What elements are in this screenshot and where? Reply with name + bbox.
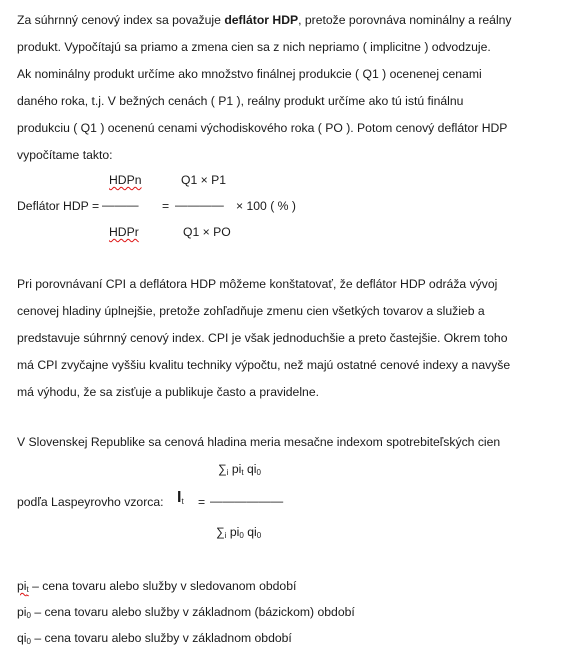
text-span: , pretože porovnáva nominálny a reálny: [298, 13, 512, 27]
fraction-bar: ———: [102, 198, 139, 212]
fraction-bar: ————: [175, 198, 224, 212]
formula-multiplier: × 100 ( % ): [236, 199, 296, 213]
subscript: t: [181, 497, 184, 506]
equals-sign: =: [162, 199, 170, 213]
equals-sign: =: [198, 495, 206, 509]
paragraph-line: Pri porovnávaní CPI a deflátora HDP môžeme konštatovať, že deflátor HDP odráža vývoj: [17, 277, 498, 291]
formula-numerator-left: HDPn: [109, 173, 142, 187]
paragraph-line: V Slovenskej Republike sa cenová hladina meria mesačne indexom spotrebiteľských cien: [17, 435, 501, 449]
paragraph-line: produkt. Vypočítajú sa priamo a zmena cien sa z nich nepriamo ( implicitne ) odvodzuje.: [17, 40, 491, 54]
subscript: 0: [239, 531, 244, 540]
bold-term: deflátor HDP: [224, 13, 299, 27]
text-span: Za súhrnný cenový index sa považuje: [17, 13, 225, 27]
paragraph-line: daného roka, t.j. V bežných cenách ( P1 ), reálny produkt určíme ako tú istú finálnu: [17, 94, 464, 108]
definition-text: – cena tovaru alebo služby v základnom (bázickom) období: [30, 605, 355, 619]
subscript: i: [224, 531, 227, 540]
symbol: pi: [229, 525, 240, 539]
formula-denominator-left: HDPr: [109, 225, 139, 239]
formula-label: Deflátor HDP =: [17, 199, 100, 213]
paragraph-line: cenovej hladiny úplnejšie, pretože zohľadňuje zmenu cien všetkých tovarov a služieb a: [17, 304, 485, 318]
paragraph-line: Ak nominálny produkt určíme ako množstvo finálnej produkcie ( Q1 ) ocenenej cenami: [17, 67, 482, 81]
fraction-bar: ——————: [210, 494, 284, 508]
definition-line: [17, 630, 292, 646]
formula-label: podľa Laspeyrovho vzorca:: [17, 495, 164, 509]
symbol: qi: [247, 525, 257, 539]
sum-symbol: ∑: [218, 462, 227, 476]
index-symbol: [177, 490, 184, 506]
symbol: $qi_0$: [17, 631, 31, 646]
formula-numerator-right: Q1 × P1: [181, 173, 227, 187]
symbol: pi: [231, 462, 242, 476]
subscript: i: [226, 468, 229, 477]
definition-text: – cena tovaru alebo služby v základnom období: [30, 631, 292, 645]
definition-line: [17, 604, 355, 620]
paragraph-line: [17, 12, 512, 28]
subscript: 0: [256, 468, 261, 477]
subscript: 0: [256, 531, 262, 540]
index-letter: I: [177, 489, 182, 506]
laspeyres-numerator: [218, 461, 261, 477]
symbol: $pi_0$: [17, 605, 31, 620]
formula-denominator-right: Q1 × PO: [183, 225, 231, 239]
paragraph-line: predstavuje súhrnný cenový index. CPI je však jednoduchšie a preto častejšie. Okrem toho: [17, 331, 508, 345]
paragraph-line: produkciu ( Q1 ) ocenenú cenami východiskového roka ( PO ). Potom cenový deflátor HDP: [17, 121, 508, 135]
laspeyres-denominator: [216, 524, 261, 540]
symbol: qi: [247, 462, 257, 476]
symbol: $pi_t$: [17, 579, 29, 594]
paragraph-line: vypočítame takto:: [17, 148, 113, 162]
sum-symbol: ∑: [216, 525, 225, 539]
subscript: t: [241, 468, 244, 477]
paragraph-line: má výhodu, že sa zisťuje a publikuje často a pravidelne.: [17, 385, 319, 399]
definition-text: – cena tovaru alebo služby v sledovanom období: [28, 579, 297, 593]
paragraph-line: má CPI zvyčajne vyššiu kvalitu techniky výpočtu, než majú ostatné cenové indexy a navyše: [17, 358, 511, 372]
definition-line: [17, 578, 296, 594]
